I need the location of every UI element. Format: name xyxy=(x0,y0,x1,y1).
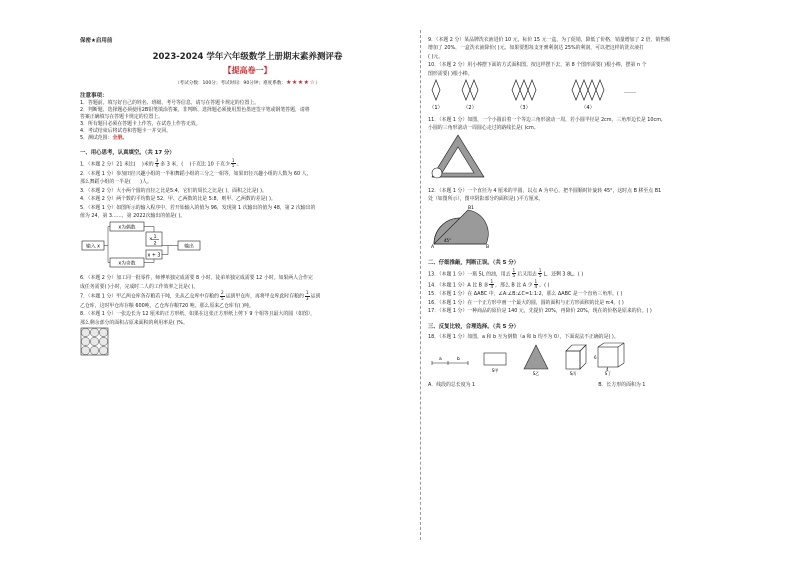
small-rolling-circle xyxy=(432,168,442,178)
output-label: 输出 xyxy=(184,244,194,250)
triangle-shape xyxy=(524,345,548,369)
question-10: 10．（本题 2 分）用小棒摆下面的方式面积图。按这样摆下去，第 8 个图形需要( )根小棒，摆第 n 个 xyxy=(428,62,647,69)
box-front xyxy=(566,351,580,369)
denominator: 5 xyxy=(512,273,516,279)
half-denominator: 2 xyxy=(153,241,157,247)
flowchart-figure xyxy=(80,220,210,270)
numerator: 1 xyxy=(512,267,516,273)
question-14 xyxy=(428,280,773,291)
denominator: 4 xyxy=(490,283,494,289)
question-18: 18．（本题 1 分）如图，a 和 b 互为倒数（a 和 b 均不为 0），下面说法不正确的是( )。 xyxy=(428,333,619,340)
triangle-circle-figure xyxy=(428,133,488,183)
question-9: 9．（本题 2 分）某品牌洗衣液进价 10 元，标价 15 元一盒，为了促销，降低了价格，销量增加了 2 倍，销售额 xyxy=(428,37,671,43)
q1-text: 多 3 米，( xyxy=(160,161,184,168)
stick-hexagon xyxy=(512,80,520,100)
numerator: 3 xyxy=(155,158,159,163)
cube-edge xyxy=(618,343,624,347)
stick-hexagon xyxy=(588,80,596,100)
small-circle xyxy=(81,329,89,337)
q1-text: )米的 xyxy=(141,161,154,168)
fraction xyxy=(231,159,236,169)
question-7-cont: 乙仓库，这时甲仓库存粮 600吨，乙仓库存粮720 吨。那么原来乙仓库有( )吨。 xyxy=(80,303,254,310)
label-a: a xyxy=(439,357,442,363)
plus-label: x + 3 xyxy=(147,253,161,259)
fraction xyxy=(220,291,225,301)
semicircle-rotation-figure xyxy=(428,204,498,248)
question-9-cont: 增加了 20%，一盒洗衣液降价( )元。如果要想每支牙膏利润达 25%的利润，可以把这样的洗衣液打 xyxy=(428,45,645,52)
question-8-cont: 那么剩余部分的面积占原来面积的利用率是( )%。 xyxy=(80,319,188,326)
q13-text: 后又用去 xyxy=(517,271,537,278)
stick-hexagon xyxy=(470,80,478,100)
note-item: 2．判断题、选择题必须使用2B铅笔填涂答案，非判断、选择题必须使用黑色墨迹签字笔或钢笔答题，请将 xyxy=(80,107,310,113)
stick-hexagon xyxy=(528,80,536,100)
q7-text: 7．（本题 1 分）甲乙两仓库各存粮若干吨，先从乙仓库中存粮的 xyxy=(80,293,219,300)
note-item xyxy=(80,135,415,142)
options-row xyxy=(428,381,773,389)
half-numerator: 1 xyxy=(153,235,157,241)
times-sign: × xyxy=(149,237,153,243)
question-15: 15．（本题 1 分）在 ΔABC 中，∠A:∠B:∠C=1:1:2，那么 ΔABC 是一个直角三角形。( ) xyxy=(428,291,623,298)
denominator: 5 xyxy=(231,163,235,169)
q1-text: 。 xyxy=(236,161,242,168)
note-item: 3．所有题目必须在答题卡上作答，在试卷上作答无效。 xyxy=(80,121,201,127)
question-4: 4．（本题 2 分）两个数的平均数是 52，甲、乙两数的比是 5:8，则甲、乙两数的差是( )。 xyxy=(80,196,276,203)
label-b1: B1 xyxy=(468,205,474,211)
page-title: 2023-2024 学年六年级数学上册期末素养测评卷 xyxy=(152,52,343,62)
small-circle xyxy=(99,347,107,355)
section-heading: 二、仔细推敲，判断正误。（共 5 分） xyxy=(428,259,520,266)
note-item: 1．答题前，填写好自己的姓名、班级、考号等信息，请写在答题卡规定的位置上。 xyxy=(80,100,260,106)
q7-text: 运到甲仓库，再将甲仓库此时存粮的 xyxy=(225,293,304,300)
stick-hexagon xyxy=(520,80,528,100)
fraction xyxy=(489,280,494,290)
hexagon-pattern-figure xyxy=(428,78,648,112)
small-circle xyxy=(81,338,89,346)
note-scope: 全册。 xyxy=(112,135,128,141)
column-divider xyxy=(420,30,421,540)
input-label: 输入 x xyxy=(86,244,100,250)
small-circle xyxy=(90,347,98,355)
small-circle xyxy=(99,329,107,337)
denominator: 4 xyxy=(534,283,538,289)
question-11: 11．（本题 1 分）如图，一个小圆沿着一个等边三角形滚动一周，若小圆半径是 2cm，三角形边长是 10cm, xyxy=(428,117,663,124)
secret-label: 保密★启用前 xyxy=(80,38,113,44)
question-1 xyxy=(80,159,415,170)
even-condition-label: x为偶数 xyxy=(118,225,136,231)
numerator: 1 xyxy=(305,290,309,296)
figure-label: （2） xyxy=(463,105,477,112)
figure-ellipsis: …… xyxy=(624,88,636,96)
q13-text: 13．（本题 1 分）一瓶 5L 的油，用去 xyxy=(428,271,511,278)
flow-line xyxy=(144,227,154,233)
fraction xyxy=(155,159,160,169)
stick-hexagon xyxy=(596,80,604,100)
question-3: 3．（本题 2 分）大小两个圆的直径之比是5:4，它们的周长之比是( )，面积之比是( )。 xyxy=(80,187,267,194)
question-10-cont: 图形需要( )根小棒。 xyxy=(428,70,473,77)
fraction xyxy=(512,269,517,279)
label-a: A xyxy=(431,244,435,248)
question-6-cont: 成任务需要( )小时，完成时二人的工作效率之比是( )。 xyxy=(80,283,199,290)
flow-line xyxy=(108,246,110,263)
right-column xyxy=(428,36,773,389)
question-2-cont xyxy=(80,178,415,186)
question-9-cont: ( )元。 xyxy=(428,53,444,60)
note-scope-label: 5．测试范围： xyxy=(80,135,113,141)
denominator: 5 xyxy=(220,295,224,301)
reciprocal-figures xyxy=(428,341,628,377)
q14-text: ，那么 B 比 A 少 xyxy=(495,281,533,288)
q14-text: 14．（本题 1 分）A 比 B 多 xyxy=(428,281,489,288)
q1-text: )千克比 10 千克少 xyxy=(189,161,230,168)
q14-text: 。( ) xyxy=(539,281,550,288)
odd-condition-label: x为奇数 xyxy=(118,261,136,267)
stick-hexagon xyxy=(572,80,580,100)
small-circle xyxy=(99,338,107,346)
rectangle-shape xyxy=(484,353,506,365)
note-item: 答案正确填写在答题卡规定的位置上。 xyxy=(80,114,164,120)
fraction xyxy=(534,280,539,290)
label-b: B xyxy=(486,244,490,248)
left-column xyxy=(80,36,415,361)
fraction xyxy=(538,269,543,279)
label-s-jia: S甲 xyxy=(491,368,499,374)
page-subtitle: 【提高卷一】 xyxy=(223,66,272,75)
difficulty-stars: ★★★★☆ xyxy=(286,79,316,86)
question-12-cont: 处（如图所示），图中阴影部分的面积是( )平方厘米。 xyxy=(428,196,544,203)
cube-edge xyxy=(618,363,624,367)
cube-edge xyxy=(598,343,604,347)
note-item: 4．考试结束后将试卷和答题卡一并交回。 xyxy=(80,128,172,134)
q2-text: 那么舞蹈小组的一半是( xyxy=(80,179,131,186)
small-circle xyxy=(81,347,89,355)
cube-front xyxy=(598,347,618,367)
stick-hexagon xyxy=(580,80,588,100)
question-7 xyxy=(80,291,415,302)
exam-meta xyxy=(80,79,415,86)
figure-label: （1） xyxy=(429,105,443,112)
option-b[interactable]: B．长方形的面积为 1 xyxy=(598,382,646,389)
q13-text: L，还剩 3 8L。( ) xyxy=(543,271,584,278)
box-side xyxy=(580,345,586,369)
numerator: 1 xyxy=(231,158,235,163)
question-13 xyxy=(428,269,773,280)
denominator: 3 xyxy=(305,295,309,301)
q7-text: 运到 xyxy=(310,293,321,300)
section-heading: 一、用心思考，认真填空。（共 17 分） xyxy=(80,150,175,156)
q1-text: 1．（本题 2 分）21 米比( xyxy=(80,161,136,168)
meta-text-end: ） xyxy=(315,81,321,86)
circles-figure xyxy=(80,327,110,357)
meta-text: （考试分数：100分；考试时间：90分钟；难度系数： xyxy=(174,81,287,86)
numerator: 2 xyxy=(220,290,224,296)
label-s-ding: S丁 xyxy=(604,371,612,377)
question-12: 12．（本题 1 分）一个直径为 4 厘米的半圆，以点 A 为中心，把半圆顺时针旋转 45°，这时点 B 移至点 B1 xyxy=(428,187,662,194)
denominator: 4 xyxy=(155,163,159,169)
figure-label: （4） xyxy=(581,105,595,112)
question-16: 16．（本题 1 分）在一个正方形中画一个最大的圆，圆的面积与正方形面积的比是 π:4。( ) xyxy=(428,299,624,306)
numerator: 1 xyxy=(534,278,538,284)
question-5-cont: 值为 24，第 3……，第 2022次输出的值是( )。 xyxy=(80,212,186,219)
stick-hexagon xyxy=(432,80,440,100)
numerator: 1 xyxy=(538,267,542,273)
small-circle xyxy=(90,338,98,346)
fraction xyxy=(305,291,310,301)
figure-label: （3） xyxy=(517,105,531,112)
question-17: 17．（本题 1 分）一种商品的原价是 140 元，先提价 20%，再降价 20%，现在的价格是原来的价。( ) xyxy=(428,308,652,315)
option-a[interactable]: A．线段的总长度为 1 xyxy=(428,382,476,389)
label-s-bing: S丙 xyxy=(569,371,577,377)
label-width: 4 xyxy=(606,367,609,373)
label-b: b xyxy=(457,357,460,363)
numerator: 1 xyxy=(490,278,494,284)
flow-line xyxy=(104,227,110,246)
stick-hexagon xyxy=(462,80,470,100)
label-s-yi: S乙 xyxy=(532,371,540,377)
question-2: 2．（本题 1 分）参加田径兴趣小组的一半和舞蹈小组的三分之一相等，如果田径兴趣小组的人数为 60 人， xyxy=(80,170,312,177)
question-6: 6．（本题 2 分）加工同一批零件，师傅单独完成需要 8 小时，徒弟单独完成需要 12 小时。如果两人合作完 xyxy=(80,275,313,282)
denominator: 5 xyxy=(538,273,542,279)
question-5: 5．（本题 1 分）如图所示的输入程序中，若开始输入的值为 96，发现第 1 次输出的值为 48，第 2 次输出的 xyxy=(80,204,316,211)
small-circle xyxy=(90,329,98,337)
label-height: 6 xyxy=(594,355,597,361)
q2-text: )人。 xyxy=(140,179,152,186)
question-11-cont: 小圆的三角形滚动一周圆心走过的路线长是( )cm。 xyxy=(428,125,539,132)
question-8: 8．（本题 1 分）一张边长为 12 厘米的正方形纸，如果在这张正方形纸上剪下 9 个相等且最大的圆（如图）， xyxy=(80,311,316,318)
section-heading: 三、反复比较，合理选择。（共 5 分） xyxy=(428,323,520,330)
flow-line xyxy=(162,246,168,255)
flow-line xyxy=(144,259,154,263)
notes-title: 注意事项： xyxy=(80,93,108,99)
label-angle: 45° xyxy=(444,237,452,243)
